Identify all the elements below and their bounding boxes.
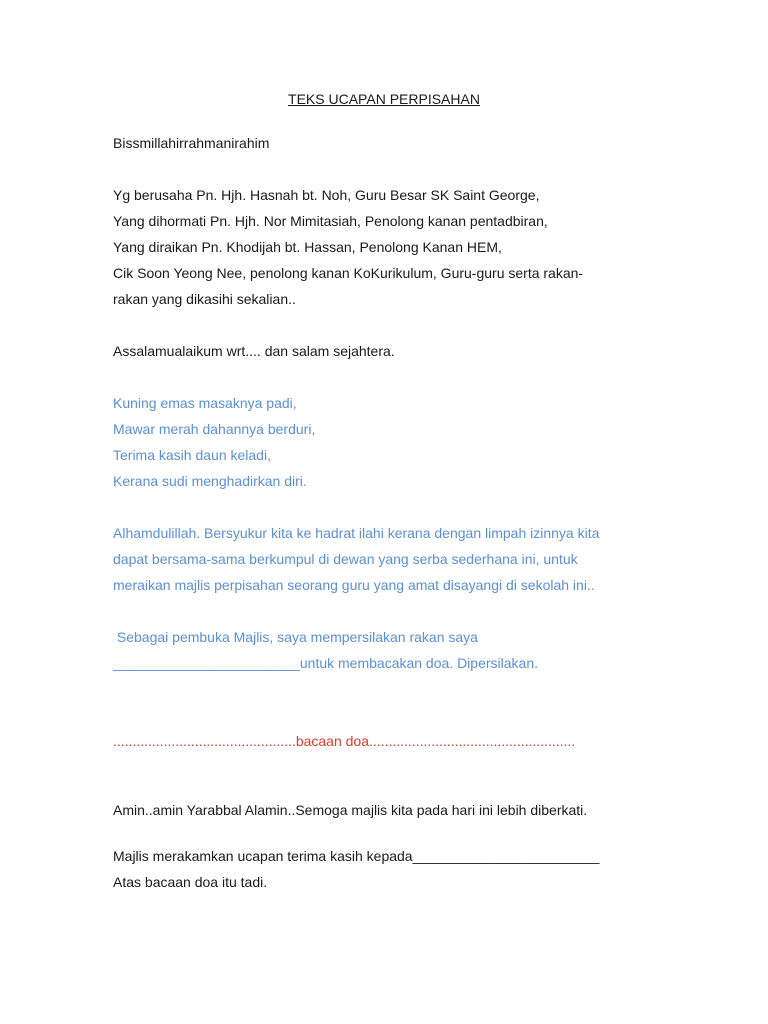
pantun-line-4: Kerana sudi menghadirkan diri. bbox=[113, 473, 307, 489]
doa-dots-right: ..................................................... bbox=[369, 733, 576, 749]
document-title: TEKS UCAPAN PERPISAHAN bbox=[288, 91, 480, 107]
gratitude-line-3: meraikan majlis perpisahan seorang guru yang amat disayangi di sekolah ini.. bbox=[113, 577, 595, 593]
pantun-line-1: Kuning emas masaknya padi, bbox=[113, 395, 297, 411]
salutation-line-1: Yg berusaha Pn. Hjh. Hasnah bt. Noh, Guru Besar SK Saint George, bbox=[113, 187, 540, 203]
salutation-line-3: Yang diraikan Pn. Khodijah bt. Hassan, Penolong Kanan HEM, bbox=[113, 239, 502, 255]
greeting-line: Assalamualaikum wrt.... dan salam sejahtera. bbox=[113, 343, 395, 359]
gratitude-line-2: dapat bersama-sama berkumpul di dewan yang serba sederhana ini, untuk bbox=[113, 551, 578, 567]
invitation-line-1: Sebagai pembuka Majlis, saya mempersilakan rakan saya bbox=[113, 629, 478, 645]
doa-dots-left: ............................................... bbox=[113, 733, 296, 749]
doa-label: bacaan doa bbox=[295, 733, 370, 749]
opening-line: Bissmillahirrahmanirahim bbox=[113, 135, 270, 151]
thanks-line-2: Atas bacaan doa itu tadi. bbox=[113, 874, 268, 890]
thanks-line-1: Majlis merakamkan ucapan terima kasih kepada________________________ bbox=[113, 848, 600, 864]
doa-line bbox=[113, 732, 575, 750]
salutation-line-5: rakan yang dikasihi sekalian.. bbox=[113, 291, 296, 307]
pantun-line-2: Mawar merah dahannya berduri, bbox=[113, 421, 316, 437]
invitation-line-2: ________________________untuk membacakan doa. Dipersilakan. bbox=[113, 655, 538, 671]
pantun-line-3: Terima kasih daun keladi, bbox=[113, 447, 271, 463]
closing-line: Amin..amin Yarabbal Alamin..Semoga majlis kita pada hari ini lebih diberkati. bbox=[113, 802, 588, 818]
salutation-line-4: Cik Soon Yeong Nee, penolong kanan KoKurikulum, Guru-guru serta rakan- bbox=[113, 265, 584, 281]
salutation-line-2: Yang dihormati Pn. Hjh. Nor Mimitasiah, Penolong kanan pentadbiran, bbox=[113, 213, 548, 229]
gratitude-line-1: Alhamdulillah. Bersyukur kita ke hadrat ilahi kerana dengan limpah izinnya kita bbox=[113, 525, 600, 541]
